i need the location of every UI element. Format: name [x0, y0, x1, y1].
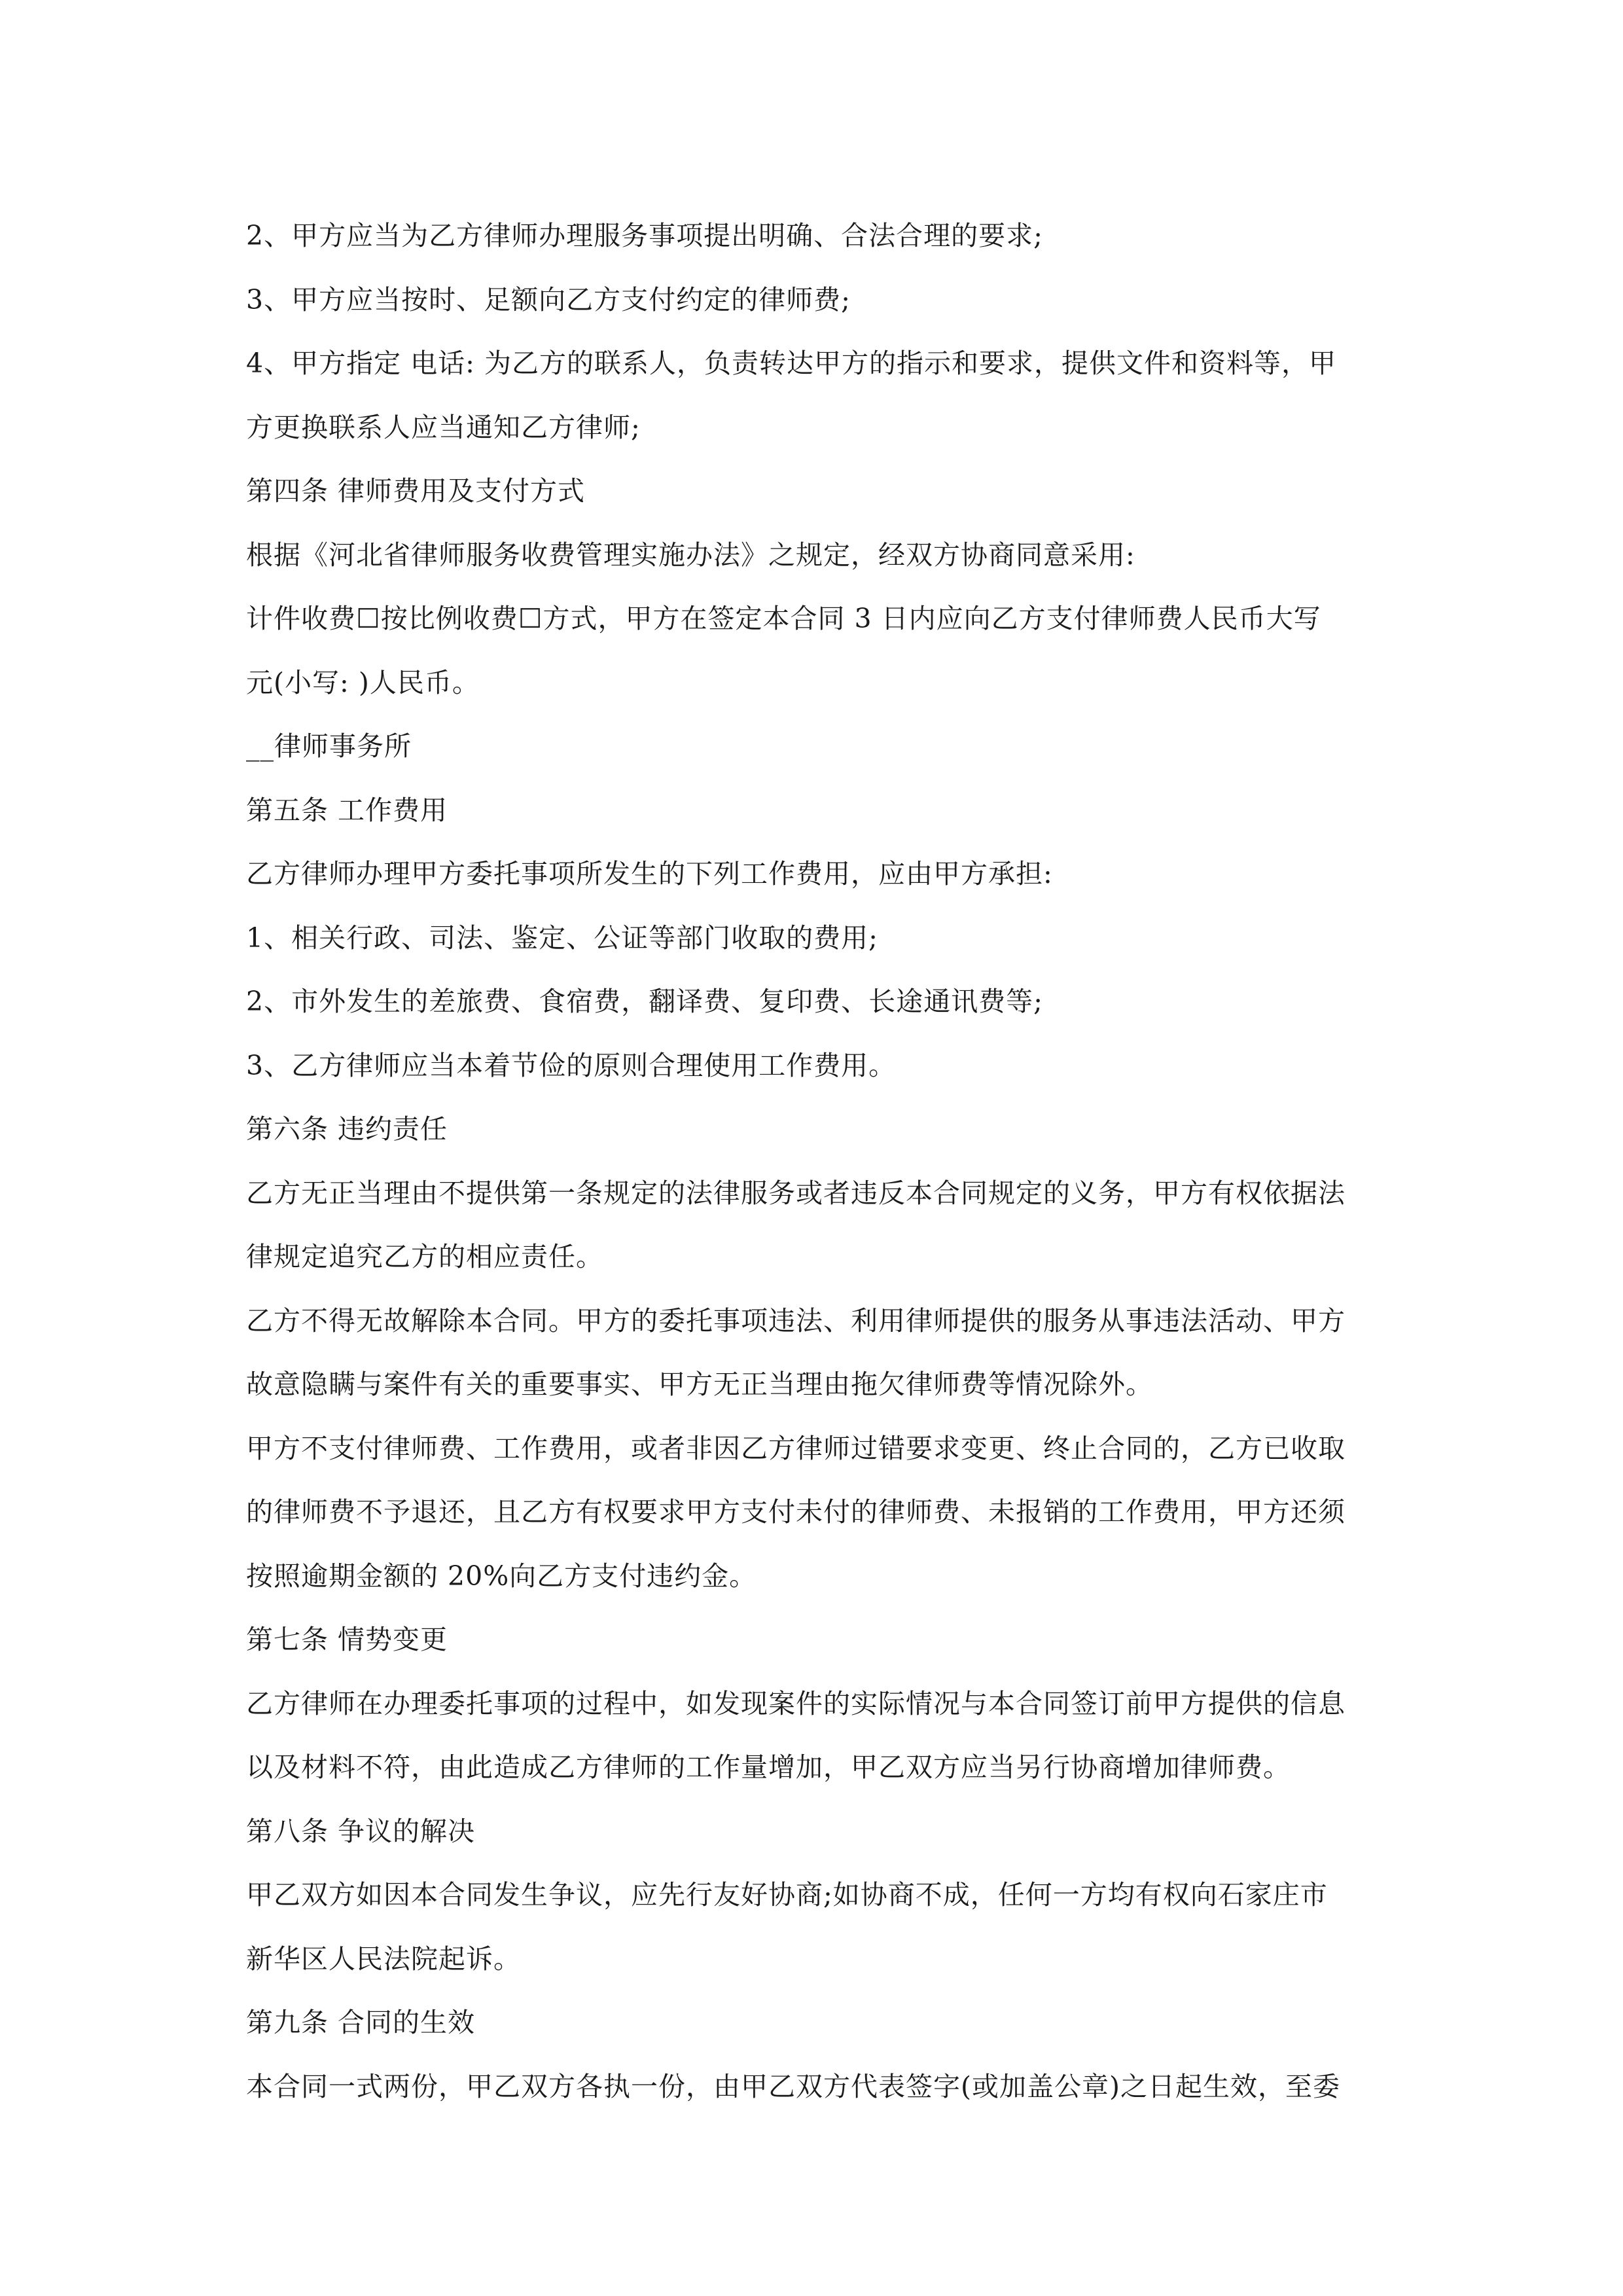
paragraph-line: 计件收费☐按比例收费☐方式，甲方在签定本合同 3 日内应向乙方支付律师费人民币大写 — [246, 603, 1321, 634]
paragraph-line: 元(小写: )人民币。 — [246, 666, 480, 698]
paragraph-line: 乙方律师在办理委托事项的过程中，如发现案件的实际情况与本合同签订前甲方提供的信息 — [246, 1687, 1346, 1719]
paragraph-line: 甲方不支付律师费、工作费用，或者非因乙方律师过错要求变更、终止合同的，乙方已收取 — [246, 1432, 1346, 1464]
paragraph-line: __律师事务所 — [246, 730, 412, 762]
paragraph-line: 本合同一式两份，甲乙双方各执一份，由甲乙双方代表签字(或加盖公章)之日起生效，至委 — [246, 2070, 1340, 2102]
document-page — [246, 204, 1378, 2119]
clause-line: 3、乙方律师应当本着节俭的原则合理使用工作费用。 — [246, 1049, 897, 1081]
clause-line: 2、甲方应当为乙方律师办理服务事项提出明确、合法合理的要求; — [246, 220, 1043, 251]
paragraph-line: 以及材料不符，由此造成乙方律师的工作量增加，甲乙双方应当另行协商增加律师费。 — [246, 1751, 1291, 1783]
paragraph-line: 乙方无正当理由不提供第一条规定的法律服务或者违反本合同规定的义务，甲方有权依据法 — [246, 1177, 1346, 1209]
clause-line: 4、甲方指定 电话: 为乙方的联系人，负责转达甲方的指示和要求，提供文件和资料等，甲 — [246, 348, 1336, 379]
paragraph-line: 根据《河北省律师服务收费管理实施办法》之规定，经双方协商同意采用: — [246, 539, 1135, 571]
clause-line: 方更换联系人应当通知乙方律师; — [246, 411, 641, 443]
paragraph-line: 律规定追究乙方的相应责任。 — [246, 1241, 603, 1272]
article-heading: 第七条 情势变更 — [246, 1624, 448, 1655]
paragraph-line: 的律师费不予退还，且乙方有权要求甲方支付未付的律师费、未报销的工作费用，甲方还须 — [246, 1496, 1346, 1528]
paragraph-line: 乙方不得无故解除本合同。甲方的委托事项违法、利用律师提供的服务从事违法活动、甲方 — [246, 1304, 1346, 1336]
paragraph-line: 乙方律师办理甲方委托事项所发生的下列工作费用，应由甲方承担: — [246, 858, 1053, 889]
clause-line: 3、甲方应当按时、足额向乙方支付约定的律师费; — [246, 283, 851, 315]
article-heading: 第九条 合同的生效 — [246, 2007, 476, 2038]
paragraph-line: 故意隐瞒与案件有关的重要事实、甲方无正当理由拖欠律师费等情况除外。 — [246, 1369, 1153, 1400]
clause-line: 1、相关行政、司法、鉴定、公证等部门收取的费用; — [246, 922, 878, 954]
clause-line: 2、市外发生的差旅费、食宿费，翻译费、复印费、长途通讯费等; — [246, 986, 1043, 1017]
article-heading: 第四条 律师费用及支付方式 — [246, 475, 586, 507]
article-heading: 第六条 违约责任 — [246, 1113, 448, 1145]
paragraph-line: 甲乙双方如因本合同发生争议，应先行友好协商;如协商不成，任何一方均有权向石家庄市 — [246, 1879, 1328, 1910]
paragraph-line: 按照逾期金额的 20%向乙方支付违约金。 — [246, 1560, 757, 1592]
article-heading: 第八条 争议的解决 — [246, 1815, 476, 1847]
article-heading: 第五条 工作费用 — [246, 794, 448, 826]
paragraph-line: 新华区人民法院起诉。 — [246, 1943, 521, 1975]
